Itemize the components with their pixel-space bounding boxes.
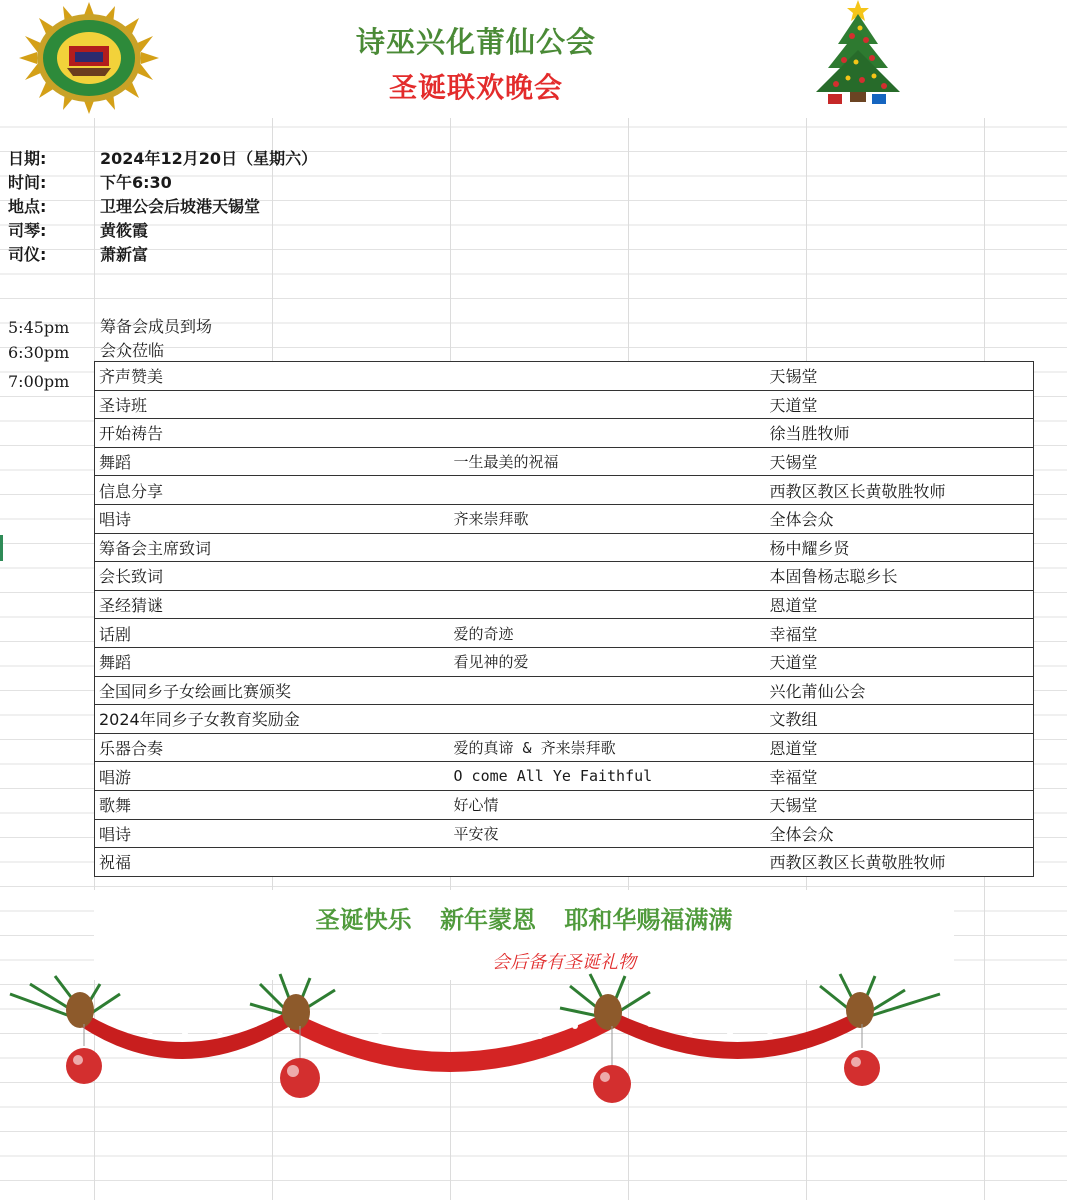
program-title: 看见神的爱	[450, 647, 766, 676]
program-item: 舞蹈	[95, 447, 450, 476]
greeting-text: 圣诞快乐 新年蒙恩 耶和华赐福满满	[315, 906, 733, 934]
info-value-date: 2024年12月20日（星期六）	[100, 149, 318, 168]
program-title	[450, 362, 766, 391]
program-performer: 徐当胜牧师	[766, 419, 1034, 448]
table-row	[95, 619, 1034, 648]
table-row	[95, 848, 1034, 877]
program-item: 唱诗	[95, 504, 450, 533]
row-selection-marker	[0, 535, 3, 561]
page-title: 诗巫兴化莆仙公会	[355, 25, 596, 59]
program-performer: 文教组	[766, 705, 1034, 734]
program-item: 圣经猜谜	[95, 590, 450, 619]
info-label-date: 日期:	[8, 149, 47, 168]
table-row	[95, 705, 1034, 734]
schedule-time: 7:00pm	[8, 372, 70, 391]
program-title	[450, 533, 766, 562]
info-value-emcee: 萧新富	[100, 245, 149, 264]
program-item: 话剧	[95, 619, 450, 648]
program-item: 齐声赞美	[95, 362, 450, 391]
program-performer: 杨中耀乡贤	[766, 533, 1034, 562]
program-item: 筹备会主席致词	[95, 533, 450, 562]
christmas-tree-icon	[806, 0, 910, 108]
program-performer: 天锡堂	[766, 362, 1034, 391]
program-item: 信息分享	[95, 476, 450, 505]
program-title: 好心情	[450, 790, 766, 819]
info-label-pianist: 司琴:	[8, 221, 47, 240]
program-performer: 天道堂	[766, 647, 1034, 676]
program-performer: 天道堂	[766, 390, 1034, 419]
program-title: 平安夜	[450, 819, 766, 848]
program-item: 乐器合奏	[95, 733, 450, 762]
program-title: 爱的真谛 & 齐来崇拜歌	[450, 733, 766, 762]
program-item: 歌舞	[95, 790, 450, 819]
schedule-text: 会众莅临	[100, 341, 165, 360]
program-title	[450, 419, 766, 448]
info-label-emcee: 司仪:	[8, 245, 47, 264]
program-performer: 西教区教区长黄敬胜牧师	[766, 476, 1034, 505]
table-row	[95, 790, 1034, 819]
program-title	[450, 848, 766, 877]
table-row	[95, 762, 1034, 791]
program-title	[450, 562, 766, 591]
program-item: 唱诗	[95, 819, 450, 848]
table-row	[95, 419, 1034, 448]
schedule-time: 5:45pm	[8, 318, 70, 337]
program-item: 唱游	[95, 762, 450, 791]
table-row	[95, 447, 1034, 476]
program-performer: 西教区教区长黄敬胜牧师	[766, 848, 1034, 877]
program-performer: 全体会众	[766, 504, 1034, 533]
program-performer: 天锡堂	[766, 447, 1034, 476]
info-value-time: 下午6:30	[100, 173, 172, 192]
schedule-text: 筹备会成员到场	[100, 317, 213, 336]
table-row	[95, 647, 1034, 676]
info-label-time: 时间:	[8, 173, 47, 192]
info-value-pianist: 黄筱霞	[100, 221, 149, 240]
program-title	[450, 676, 766, 705]
program-item: 2024年同乡子女教育奖励金	[95, 705, 450, 734]
program-item: 会长致词	[95, 562, 450, 591]
program-performer: 幸福堂	[766, 762, 1034, 791]
table-row	[95, 504, 1034, 533]
table-row	[95, 676, 1034, 705]
program-title	[450, 476, 766, 505]
program-item: 祝福	[95, 848, 450, 877]
christmas-garland-icon	[0, 964, 960, 1104]
program-performer: 天锡堂	[766, 790, 1034, 819]
program-performer: 幸福堂	[766, 619, 1034, 648]
table-row	[95, 733, 1034, 762]
program-performer: 恩道堂	[766, 590, 1034, 619]
table-row	[95, 390, 1034, 419]
program-title: 一生最美的祝福	[450, 447, 766, 476]
program-performer: 兴化莆仙公会	[766, 676, 1034, 705]
program-title: 齐来崇拜歌	[450, 504, 766, 533]
program-performer: 全体会众	[766, 819, 1034, 848]
program-item: 圣诗班	[95, 390, 450, 419]
table-row	[95, 362, 1034, 391]
program-performer: 恩道堂	[766, 733, 1034, 762]
program-table	[94, 361, 1034, 877]
program-title	[450, 590, 766, 619]
program-item: 开始祷告	[95, 419, 450, 448]
table-row	[95, 590, 1034, 619]
table-row	[95, 562, 1034, 591]
info-label-venue: 地点:	[8, 197, 47, 216]
program-item: 全国同乡子女绘画比赛颁奖	[95, 676, 450, 705]
schedule-time: 6:30pm	[8, 343, 70, 362]
table-row	[95, 819, 1034, 848]
table-row	[95, 476, 1034, 505]
program-title	[450, 390, 766, 419]
info-value-venue: 卫理公会后坡港天锡堂	[100, 197, 261, 216]
table-row	[95, 533, 1034, 562]
gift-note: 会后备有圣诞礼物	[492, 952, 636, 973]
event-subtitle: 圣诞联欢晚会	[388, 71, 563, 104]
program-title: O come All Ye Faithful	[450, 762, 766, 791]
program-title	[450, 705, 766, 734]
program-performer: 本固鲁杨志聪乡长	[766, 562, 1034, 591]
program-title: 爱的奇迹	[450, 619, 766, 648]
program-item: 舞蹈	[95, 647, 450, 676]
